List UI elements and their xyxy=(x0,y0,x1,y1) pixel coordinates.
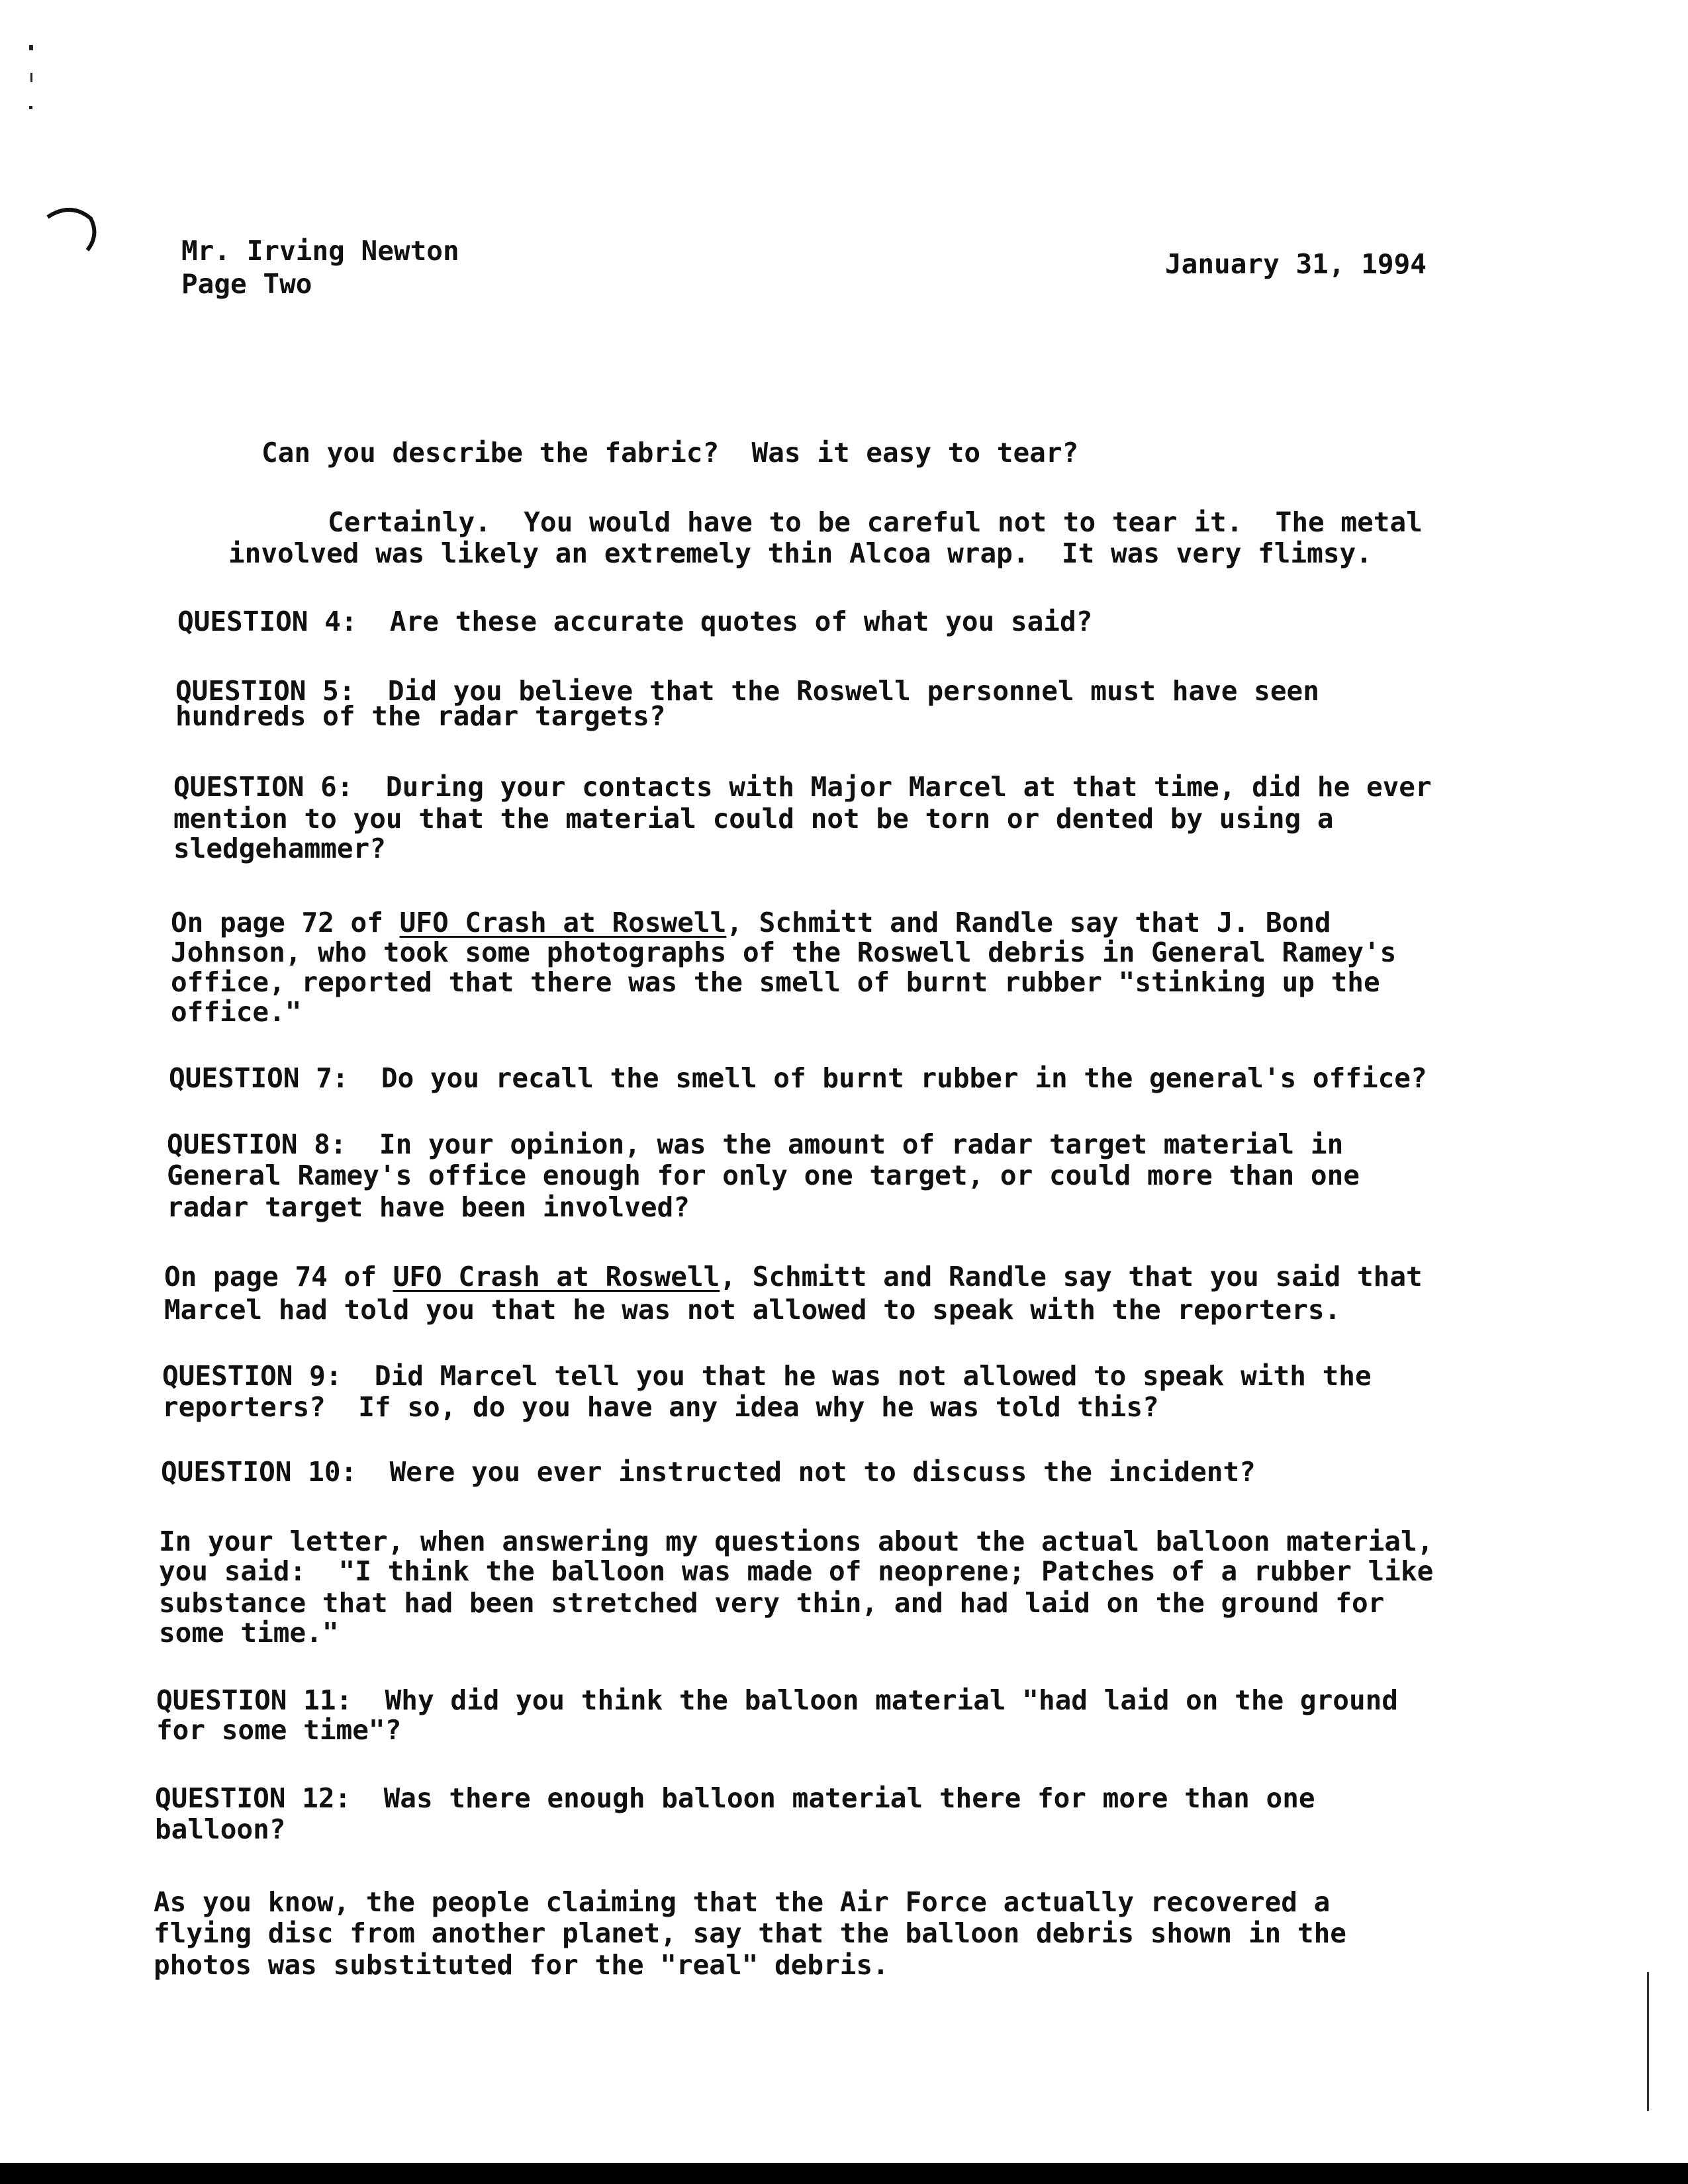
final-paragraph: photos was substituted for the "real" debris. xyxy=(154,1949,889,1981)
letter-quote-paragraph: some time." xyxy=(159,1617,339,1649)
scan-edge-line xyxy=(1647,1972,1649,2111)
question-11: QUESTION 11: Why did you think the balloon material "had laid on the ground xyxy=(156,1684,1398,1716)
answer-line: Certainly. You would have to be careful not to tear it. The metal xyxy=(328,506,1423,538)
page-72-intro: On page 72 of xyxy=(171,907,400,938)
letter-quote-paragraph: substance that had been stretched very thin, and had laid on the ground for xyxy=(159,1587,1385,1619)
question-6: mention to you that the material could not be torn or dented by using a xyxy=(173,803,1334,835)
page-72-paragraph: Johnson, who took some photographs of the Roswell debris in General Ramey's xyxy=(171,936,1397,968)
page-72-paragraph: office." xyxy=(171,996,302,1028)
page-72-paragraph: office, reported that there was the smell of burnt rubber "stinking up the xyxy=(171,966,1380,998)
scan-speck xyxy=(30,73,32,82)
page-72-paragraph xyxy=(171,907,1331,938)
question-9: reporters? If so, do you have any idea why he was told this? xyxy=(162,1391,1159,1423)
question-10: QUESTION 10: Were you ever instructed not to discuss the incident? xyxy=(161,1456,1256,1488)
page-74-paragraph: Marcel had told you that he was not allowed to speak with the reporters. xyxy=(164,1294,1341,1326)
question-8: QUESTION 8: In your opinion, was the amount of radar target material in xyxy=(167,1128,1344,1160)
question-4: QUESTION 4: Are these accurate quotes of what you said? xyxy=(177,606,1093,637)
book-title: UFO Crash at Roswell xyxy=(399,907,727,938)
letter-quote-paragraph: In your letter, when answering my questions about the actual balloon material, xyxy=(159,1525,1434,1557)
scan-speck xyxy=(29,45,33,50)
scan-bottom-edge xyxy=(0,2163,1688,2184)
question-11: for some time"? xyxy=(156,1714,402,1746)
page-74-paragraph xyxy=(164,1261,1423,1293)
question-fabric: Can you describe the fabric? Was it easy to tear? xyxy=(261,437,1079,469)
recipient-name: Mr. Irving Newton xyxy=(181,235,459,267)
letter-quote-paragraph: you said: "I think the balloon was made of neoprene; Patches of a rubber like xyxy=(159,1555,1434,1587)
final-paragraph: flying disc from another planet, say that the balloon debris shown in the xyxy=(154,1917,1346,1949)
question-8: General Ramey's office enough for only one target, or could more than one xyxy=(167,1160,1360,1191)
question-7: QUESTION 7: Do you recall the smell of burnt rubber in the general's office? xyxy=(169,1062,1427,1094)
answer-line: involved was likely an extremely thin Alcoa wrap. It was very flimsy. xyxy=(228,537,1372,569)
question-5: hundreds of the radar targets? xyxy=(175,700,666,732)
book-title: UFO Crash at Roswell xyxy=(393,1261,720,1293)
question-6: QUESTION 6: During your contacts with Major Marcel at that time, did he ever xyxy=(173,771,1432,803)
letter-date: January 31, 1994 xyxy=(1165,248,1427,280)
punch-hole-mark xyxy=(41,199,101,258)
question-12: balloon? xyxy=(155,1813,286,1845)
scan-speck xyxy=(29,106,32,109)
question-9: QUESTION 9: Did Marcel tell you that he was not allowed to speak with the xyxy=(162,1360,1372,1392)
final-paragraph: As you know, the people claiming that the Air Force actually recovered a xyxy=(154,1886,1331,1918)
question-12: QUESTION 12: Was there enough balloon material there for more than one xyxy=(155,1782,1315,1814)
question-5: QUESTION 5: Did you believe that the Roswell personnel must have seen xyxy=(175,675,1319,707)
page-label: Page Two xyxy=(181,268,312,300)
page-72-rest: , Schmitt and Randle say that J. Bond xyxy=(726,907,1331,938)
page-74-intro: On page 74 of xyxy=(164,1261,393,1293)
question-8: radar target have been involved? xyxy=(167,1191,690,1223)
question-6: sledgehammer? xyxy=(173,833,386,864)
page-74-rest: , Schmitt and Randle say that you said that xyxy=(720,1261,1423,1293)
